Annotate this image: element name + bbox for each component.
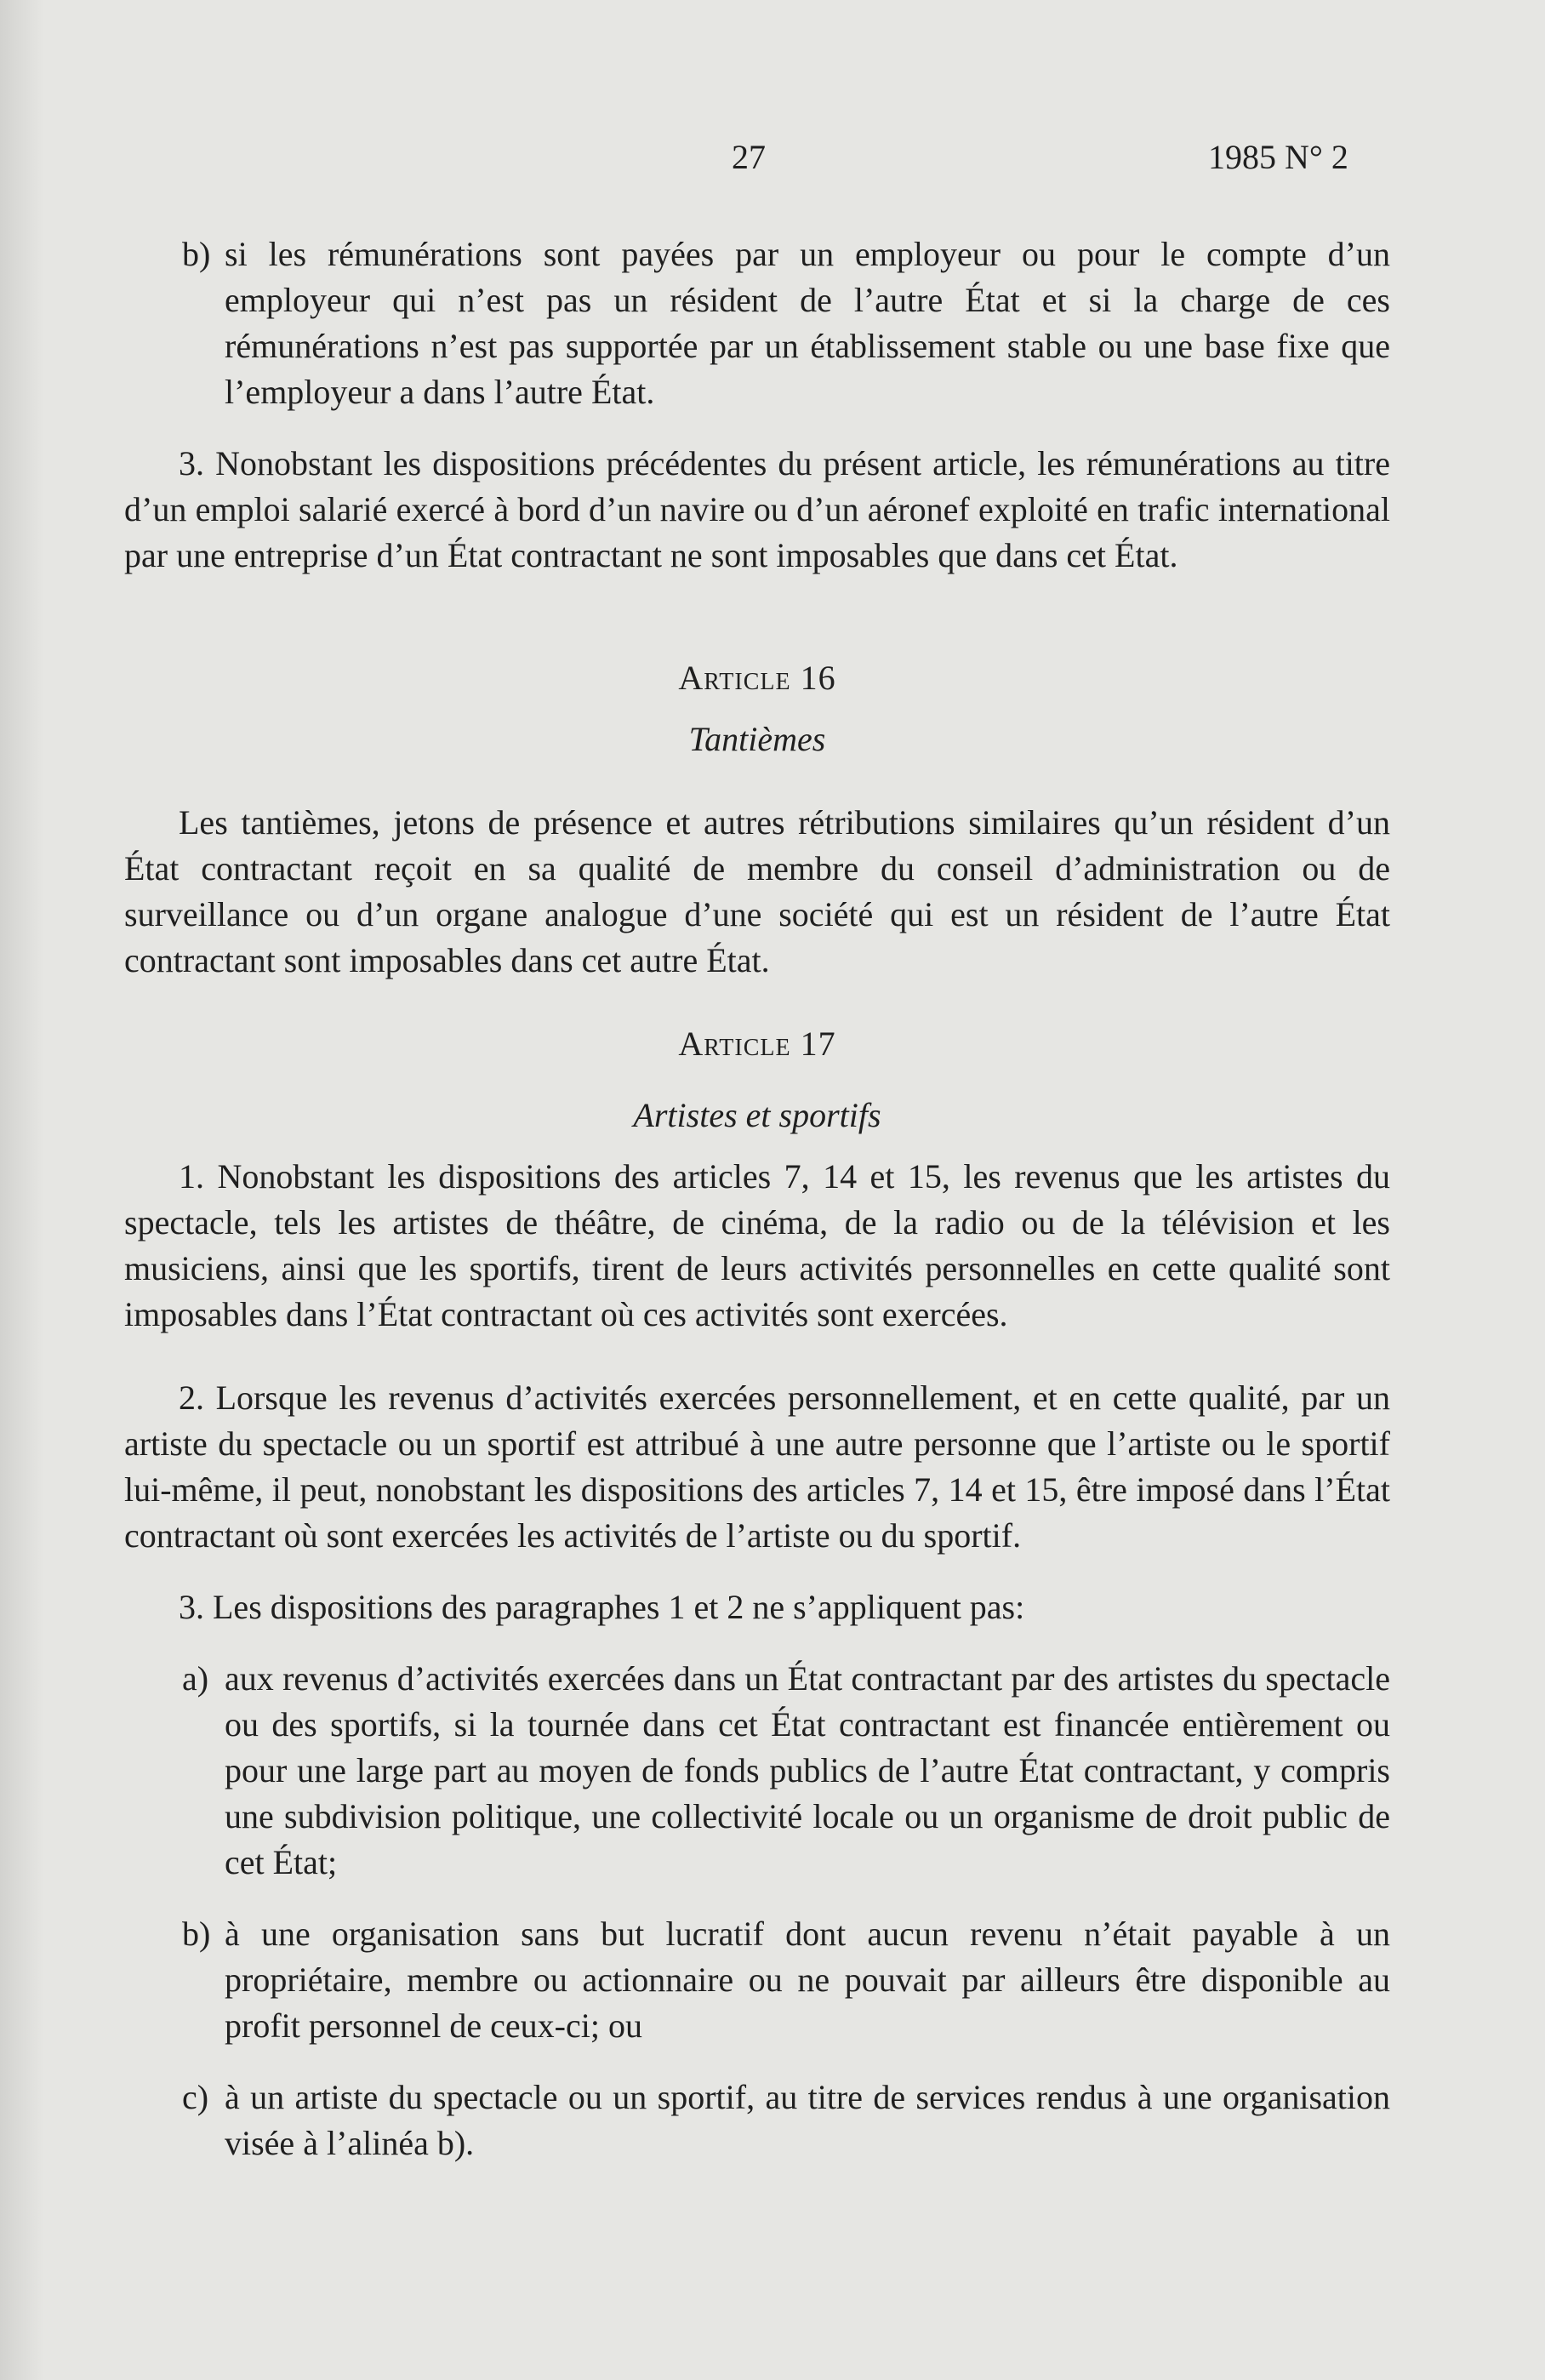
list-item-text: à un artiste du spectacle ou un sportif, au titre de services rendus à une organisation visée à l’alinéa b).: [225, 2078, 1390, 2162]
article17-paragraph-3: 3. Les dispositions des paragraphes 1 et 2 ne s’appliquent pas:: [179, 1588, 1025, 1626]
article17-paragraph-2: 2. Lorsque les revenus d’activités exercées personnellement, et en cette qualité, par un artiste du spectacle ou un sportif est attribué à une autre personne que l’artiste ou le sportif lui-même, il peut, nonobstant les dispositions des articles 7, 14 et 15, être imposé dans l’État contractant où sont exercées les activités de l’artiste ou du sportif.: [124, 1378, 1390, 1555]
year-number: 1985 N° 2: [1208, 138, 1348, 176]
article17-item-a: [124, 1656, 1390, 1886]
article17-paragraph-1: 1. Nonobstant les dispositions des articles 7, 14 et 15, les revenus que les artistes du spectacle, tels les artistes de théâtre, de cinéma, de la radio ou de la télévision et les musiciens, ainsi que les sportifs, tirent de leurs activités personnelles en cette qualité sont imposables dans l’État contractant où ces activités sont exercées.: [124, 1157, 1390, 1333]
document-body: [124, 231, 1390, 2166]
article16-title: Tantièmes: [688, 720, 826, 758]
article17-title: Artistes et sportifs: [633, 1096, 881, 1134]
list-marker: a): [182, 1659, 209, 1698]
list-marker: b): [182, 1915, 211, 1953]
running-header: [0, 134, 1545, 185]
article17-item-b: [124, 1911, 1390, 2049]
article16-text: Les tantièmes, jetons de présence et autres rétributions similaires qu’un résident d’un État contractant reçoit en sa qualité de membre du conseil d’administration ou de surveillance ou d’un organe analogue d’une société qui est un résident de l’autre État contractant sont imposables dans cet autre État.: [124, 803, 1390, 979]
article15-item-b: [124, 231, 1390, 415]
article16-heading: Article 16: [678, 659, 836, 697]
list-marker: b): [182, 235, 211, 273]
list-item-text: si les rémunérations sont payées par un employeur ou pour le compte d’un employeur qui n’est pas un résident de l’autre État et si la charge de ces rémunérations n’est pas supportée par un établissement stable ou une base fixe que l’employeur a dans l’autre État.: [225, 235, 1390, 411]
list-item-text: aux revenus d’activités exercées dans un État contractant par des artistes du spectacle ou des sportifs, si la tournée dans cet État contractant est financée entièrement ou pour une large part au moyen de fonds publics de l’autre État contractant, y compris une subdivision politique, une collectivité locale ou un organisme de droit public de cet État;: [225, 1659, 1390, 1881]
page-number: 27: [732, 138, 766, 176]
article15-paragraph-3: 3. Nonobstant les dispositions précédentes du présent article, les rémunérations au titre d’un emploi salarié exercé à bord d’un navire ou d’un aéronef exploité en trafic international par une entreprise d’un État contractant ne sont imposables que dans cet État.: [124, 444, 1390, 574]
article17-item-c: [124, 2075, 1390, 2166]
article17-heading: Article 17: [678, 1024, 836, 1063]
list-item-text: à une organisation sans but lucratif dont aucun revenu n’était payable à un propriétaire, membre ou actionnaire ou ne pouvait par ailleurs être disponible au profit personnel de ceux-ci; ou: [225, 1915, 1390, 2045]
list-marker: c): [182, 2078, 209, 2116]
page-edge-shadow: [0, 0, 44, 2380]
